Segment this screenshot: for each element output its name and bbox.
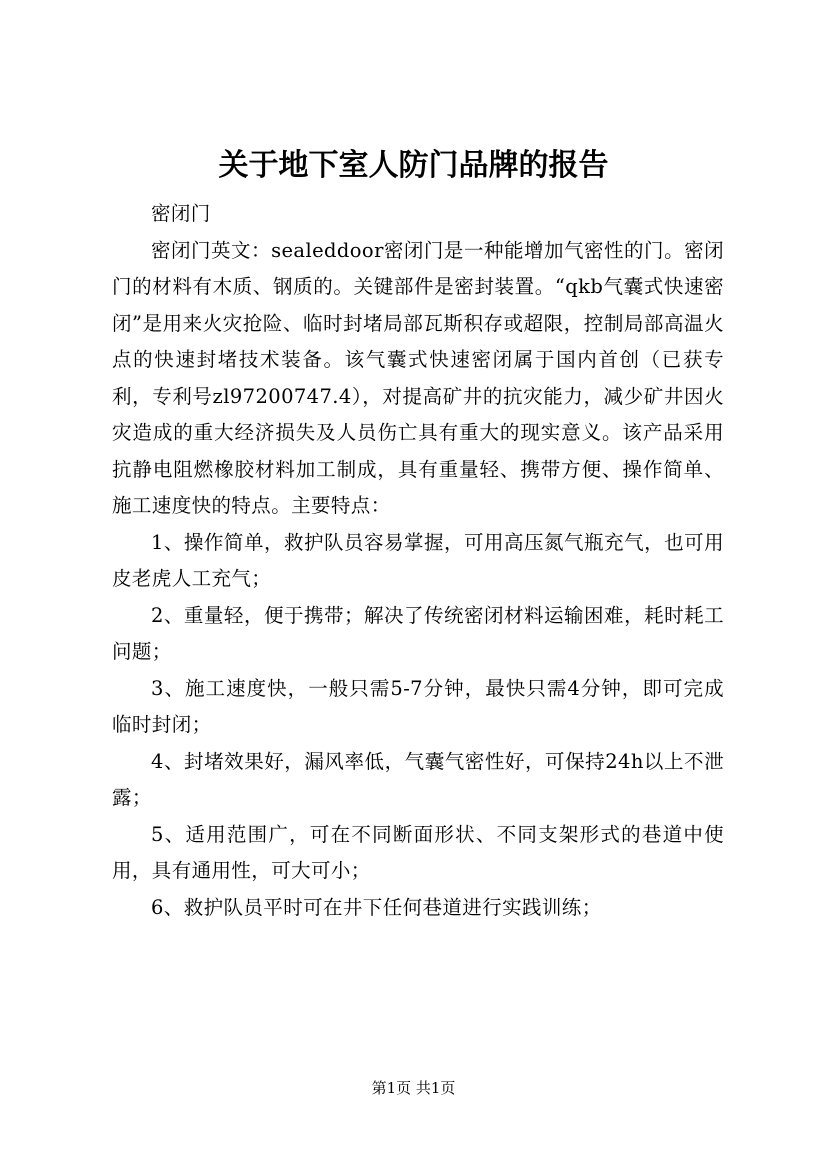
document-body (112, 196, 724, 926)
paragraph-feature-4: 4、封堵效果好，漏风率低，气囊气密性好，可保持24h以上不泄露； (112, 749, 724, 809)
page-footer: 第1页 共1页 (371, 1079, 456, 1097)
paragraph-feature-1: 1、操作简单，救护队员容易掌握，可用高压氮气瓶充气，也可用皮老虎人工充气； (112, 530, 724, 590)
document-title: 关于地下室人防门品牌的报告 (218, 148, 609, 183)
paragraph-feature-2: 2、重量轻，便于携带；解决了传统密闭材料运输困难，耗时耗工问题； (112, 603, 724, 663)
paragraph-feature-6: 6、救护队员平时可在井下任何巷道进行实践训练； (151, 895, 602, 919)
paragraph-feature-5: 5、适用范围广，可在不同断面形状、不同支架形式的巷道中使用，具有通用性，可大可小； (112, 822, 724, 882)
paragraph-feature-3: 3、施工速度快，一般只需5-7分钟，最快只需4分钟，即可完成临时封闭； (112, 676, 724, 736)
paragraph-intro: 密闭门英文：sealeddoor密闭门是一种能增加气密性的门。密闭门的材料有木质、钢质的。关键部件是密封装置。“qkb气囊式快速密闭”是用来火灾抢险、临时封堵局部瓦斯积存或超限，控制局部高温火点的快速封堵技术装备。该气囊式快速密闭属于国内首创（已获专利，专利号zl97200747.4），对提高矿井的抗灾能力，减少矿井因火灾造成的重大经济损失及人员伤亡具有重大的现实意义。该产品采用抗静电阻燃橡胶材料加工制成，具有重量轻、携带方便、操作简单、施工速度快的特点。主要特点： (112, 238, 724, 517)
paragraph-heading: 密闭门 (151, 202, 211, 225)
